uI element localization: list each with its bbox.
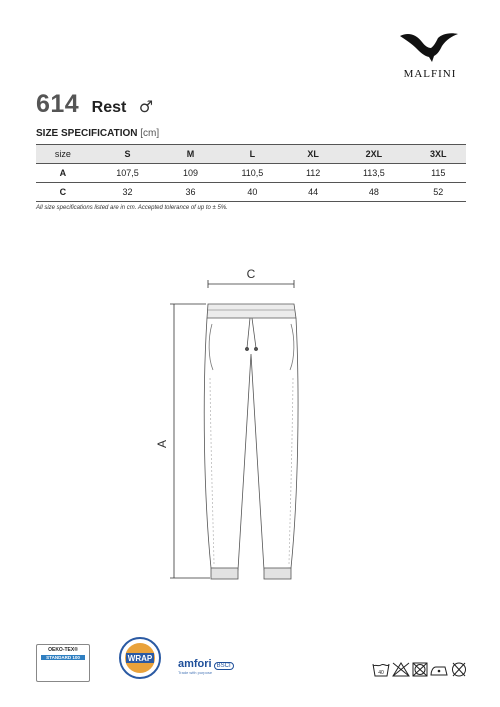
row-label: C	[36, 183, 90, 202]
drawstring	[247, 318, 256, 348]
table-cell: 52	[411, 183, 466, 202]
amfori-name: amfori	[178, 658, 212, 670]
product-code: 614	[36, 90, 80, 118]
no-dry-clean-icon	[453, 663, 466, 676]
trousers-technical-drawing	[150, 258, 350, 593]
product-title	[36, 90, 153, 119]
brand-logo	[392, 28, 468, 84]
dimension-label-a: A	[155, 439, 169, 449]
size-table	[36, 144, 466, 202]
table-cell: 32	[90, 183, 166, 202]
column-header: M	[165, 145, 215, 164]
table-cell: 115	[411, 164, 466, 183]
oeko-tex-standard: STANDARD 100	[41, 655, 85, 660]
table-row	[36, 164, 466, 183]
male-icon: ♂	[138, 97, 154, 116]
wrap-badge-text: WRAP	[127, 654, 153, 663]
column-header: 2XL	[337, 145, 410, 164]
dimension-label-c: C	[246, 267, 256, 281]
right-pocket	[290, 324, 294, 370]
column-header: S	[90, 145, 166, 164]
column-header: 3XL	[411, 145, 466, 164]
waistband	[207, 304, 296, 318]
oeko-tex-badge	[36, 644, 90, 682]
left-cuff	[211, 568, 238, 579]
table-cell: 109	[165, 164, 215, 183]
wrap-badge-icon	[118, 636, 162, 680]
size-spec-unit: [cm]	[140, 128, 160, 139]
table-row	[36, 183, 466, 202]
oeko-tex-title: OEKO-TEX®	[48, 647, 78, 653]
column-header: size	[36, 145, 90, 164]
amfori-bsci: BSCI	[214, 662, 234, 670]
trousers-outline	[204, 318, 298, 570]
table-cell: 48	[337, 183, 410, 202]
no-tumble-dry-icon	[413, 663, 427, 676]
wash-temperature: 40	[378, 670, 384, 676]
iron-icon	[431, 667, 447, 675]
care-symbols	[372, 660, 468, 678]
table-cell: 40	[216, 183, 289, 202]
table-cell: 113,5	[337, 164, 410, 183]
product-name: Rest	[91, 99, 127, 116]
tolerance-note: All size specifications listed are in cm. Accepted tolerance of up to ± 5%.	[36, 205, 228, 211]
left-pocket	[209, 324, 213, 370]
column-header: L	[216, 145, 289, 164]
amfori-bsci-badge	[178, 658, 234, 675]
eagle-icon	[398, 28, 462, 66]
table-cell: 44	[289, 183, 337, 202]
table-cell: 110,5	[216, 164, 289, 183]
table-cell: 112	[289, 164, 337, 183]
table-header-row	[36, 145, 466, 164]
right-cuff	[264, 568, 291, 579]
amfori-tagline: Trade with purpose	[178, 670, 213, 675]
table-cell: 107,5	[90, 164, 166, 183]
table-cell: 36	[165, 183, 215, 202]
no-bleach-icon	[393, 663, 409, 676]
certifications	[36, 636, 466, 686]
column-header: XL	[289, 145, 337, 164]
size-spec-heading	[36, 128, 159, 139]
brand-name: MALFINI	[403, 68, 457, 80]
row-label: A	[36, 164, 90, 183]
size-spec-title: SIZE SPECIFICATION	[36, 128, 138, 139]
